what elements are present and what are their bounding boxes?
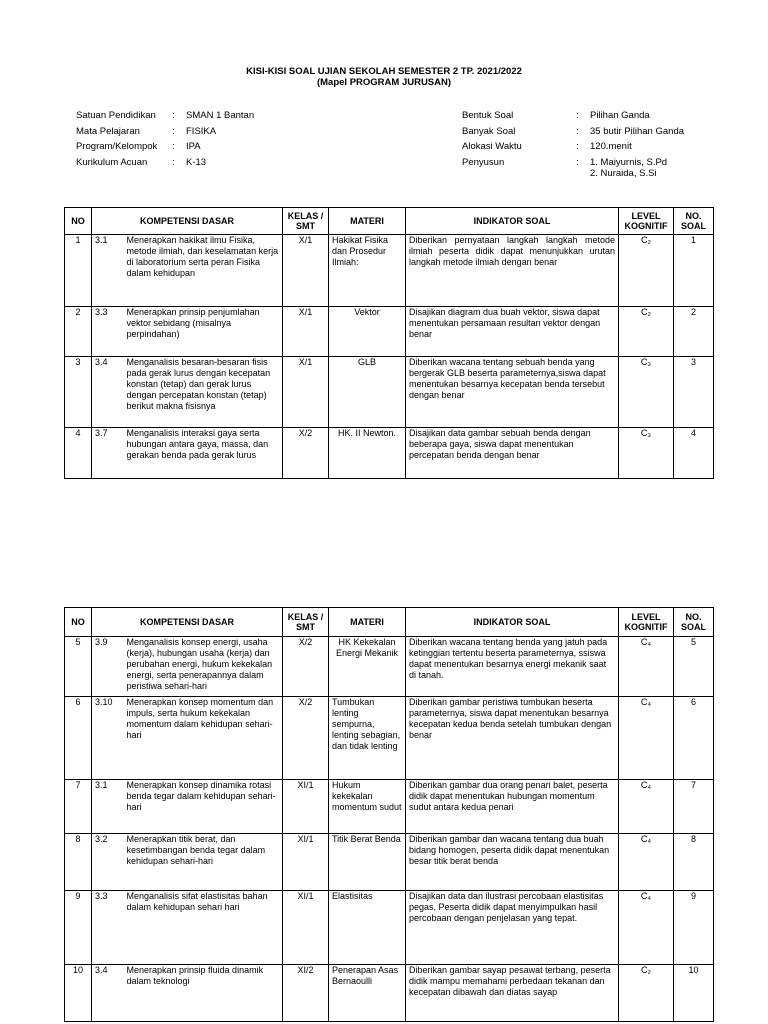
cell-nosoal: 1: [674, 235, 714, 307]
cell-no: 1: [65, 235, 92, 307]
info-value: FISIKA: [186, 125, 217, 137]
cell-no: 10: [65, 965, 92, 1022]
cell-materi: GLB: [329, 357, 406, 428]
cell-materi: Titik Berat Benda: [329, 834, 406, 891]
info-label: Banyak Soal: [462, 125, 516, 137]
col-header-nosoal: NO. SOAL: [674, 208, 714, 235]
cell-kelas: XI/1: [283, 834, 329, 891]
info-label: Bentuk Soal: [462, 110, 514, 121]
cell-materi: Penerapan Asas Bernaoulli: [329, 965, 406, 1022]
cell-no: 3: [65, 357, 92, 428]
cell-kd-no: 3.10: [92, 697, 125, 780]
cell-materi: Hakikat Fisika dan Prosedur Ilmiah:: [329, 235, 406, 307]
table-row: [65, 834, 714, 891]
cell-level: C₄: [619, 637, 674, 697]
info-row: Alokasi Waktu : 120.menit: [462, 139, 742, 155]
cell-no: 4: [65, 428, 92, 479]
cell-kd-no: 3.9: [92, 637, 125, 697]
info-value: 1. Maiyurnis, S.Pd 2. Nuraida, S.Si: [590, 156, 668, 179]
info-label: Penyusun: [462, 156, 505, 168]
info-row: Program/Kelompok : IPA: [76, 139, 376, 155]
cell-kelas: X/2: [283, 428, 329, 479]
cell-kelas: X/1: [283, 235, 329, 307]
cell-indikator: Diberikan gambar peristiwa tumbukan beserta parameternya, siswa dapat menentukan besarnya kecepatan kedua benda setelah tumbukan dengan benar: [406, 697, 619, 780]
table-row: [65, 965, 714, 1022]
cell-kelas: X/1: [283, 357, 329, 428]
cell-kelas: X/2: [283, 637, 329, 697]
cell-kelas: X/1: [283, 307, 329, 357]
table-header-row: [65, 208, 714, 235]
cell-kd-no: 3.1: [92, 235, 125, 307]
table-row: [65, 780, 714, 834]
col-header-kd: KOMPETENSI DASAR: [92, 608, 283, 637]
col-header-materi: MATERI: [329, 208, 406, 235]
cell-no: 2: [65, 307, 92, 357]
col-header-kd: KOMPETENSI DASAR: [92, 208, 283, 235]
cell-materi: HK Kekekalan Energi Mekanik: [329, 637, 406, 697]
cell-materi: Elastisitas: [329, 891, 406, 965]
info-label: Program/Kelompok: [76, 141, 158, 152]
cell-kelas: XI/1: [283, 780, 329, 834]
table-row: [65, 637, 714, 697]
document-subtitle: (Mapel PROGRAM JURUSAN): [316, 77, 452, 88]
cell-nosoal: 6: [674, 697, 714, 780]
cell-indikator: Diberikan gambar dua orang penari balet, peserta didik dapat menentukan hubungan momentum sudut antara kedua penari: [406, 780, 619, 834]
cell-nosoal: 7: [674, 780, 714, 834]
cell-kelas: X/2: [283, 697, 329, 780]
table-header-row: [65, 608, 714, 637]
info-value: 120.menit: [590, 141, 632, 152]
cell-kd-no: 3.7: [92, 428, 125, 479]
cell-no: 6: [65, 697, 92, 780]
info-value: Pilihan Ganda: [590, 110, 650, 121]
cell-kelas: XI/1: [283, 891, 329, 965]
table-row: [65, 357, 714, 428]
table-row: [65, 697, 714, 780]
info-row: Bentuk Soal : Pilihan Ganda: [462, 108, 742, 124]
cell-level: C₂: [619, 235, 674, 307]
info-value: SMAN 1 Bantan: [186, 110, 255, 121]
cell-level: C₃: [619, 428, 674, 479]
col-header-no: NO: [65, 208, 92, 235]
cell-kd: Menerapkan titik berat, dan kesetimbangan benda tegar dalam kehidupan sehari-hari: [125, 834, 283, 891]
col-header-kelas: KELAS / SMT: [283, 608, 329, 637]
cell-materi: Tumbukan lenting sempurna, lenting sebagian, dan tidak lenting: [329, 697, 406, 780]
cell-nosoal: 3: [674, 357, 714, 428]
cell-indikator: Diberikan pernyataan langkah langkah metode ilmiah peserta didik dapat menunjukkan urutan langkah metode ilmiah dengan benar: [406, 235, 619, 307]
cell-kd: Menerapkan konsep dinamika rotasi benda tegar dalam kehidupan sehari-hari: [125, 780, 283, 834]
col-header-nosoal: NO. SOAL: [674, 608, 714, 637]
grid-table-2: [64, 607, 714, 1022]
col-header-level: LEVEL KOGNITIF: [619, 608, 674, 637]
cell-nosoal: 9: [674, 891, 714, 965]
cell-indikator: Diberikan gambar sayap pesawat terbang, peserta didik mampu memahami perbedaan tekanan dan kecepatan dibawah dan diatas sayap: [406, 965, 619, 1022]
cell-indikator: Disajikan diagram dua buah vektor, siswa dapat menentukan persamaan resultan vektor dengan benar: [406, 307, 619, 357]
cell-kd: Menerapkan prinsip fluida dinamik dalam teknologi: [125, 965, 283, 1022]
cell-kd: Menerapkan prinsip penjumlahan vektor sebidang (misalnya perpindahan): [125, 307, 283, 357]
table-row: [65, 235, 714, 307]
cell-kd-no: 3.3: [92, 891, 125, 965]
cell-indikator: Diberikan wacana tentang benda yang jatuh pada ketinggian tertentu beserta parameternya, ssiswa dapat menentukan besarnya energi mekanik saat di tanah.: [406, 637, 619, 697]
col-header-level: LEVEL KOGNITIF: [619, 208, 674, 235]
grid-table-1: [64, 207, 714, 479]
info-value: 35 butir Pilihan Ganda: [590, 125, 685, 137]
info-row: Satuan Pendidikan : SMAN 1 Bantan: [76, 108, 376, 124]
cell-kd-no: 3.3: [92, 307, 125, 357]
cell-level: C₄: [619, 891, 674, 965]
cell-kelas: XI/2: [283, 965, 329, 1022]
cell-kd: Menganalisis interaksi gaya serta hubungan antara gaya, massa, dan gerakan benda pada gerak lurus: [125, 428, 283, 479]
info-left: [76, 108, 376, 170]
cell-no: 5: [65, 637, 92, 697]
cell-materi: Hukum kekekalan momentum sudut: [329, 780, 406, 834]
info-label: Mata Pelajaran: [76, 125, 140, 137]
info-row: Banyak Soal : 35 butir Pilihan Ganda: [462, 124, 742, 140]
table-row: [65, 307, 714, 357]
info-right: [462, 108, 742, 179]
cell-kd: Menganalisis konsep energi, usaha (kerja), hubungan usaha (kerja) dan perubahan energi, hukum kekekalan energi, serta penerapannya dalam peristiwa sehari-hari: [125, 637, 283, 697]
cell-level: C₄: [619, 834, 674, 891]
cell-nosoal: 5: [674, 637, 714, 697]
cell-kd: Menganalisis besaran-besaran fisis pada gerak lurus dengan kecepatan konstan (tetap) dan gerak lurus dengan percepatan konstan (tetap) berikut makna fisisnya: [125, 357, 283, 428]
table-row: [65, 891, 714, 965]
cell-nosoal: 4: [674, 428, 714, 479]
col-header-materi: MATERI: [329, 608, 406, 637]
cell-kd-no: 3.1: [92, 780, 125, 834]
col-header-kelas: KELAS / SMT: [283, 208, 329, 235]
cell-kd: Menganalisis sifat elastisitas bahan dalam kehidupan sehari hari: [125, 891, 283, 965]
cell-level: C₄: [619, 780, 674, 834]
cell-no: 8: [65, 834, 92, 891]
table-row: [65, 428, 714, 479]
cell-nosoal: 2: [674, 307, 714, 357]
cell-kd-no: 3.2: [92, 834, 125, 891]
document-title: KISI-KISI SOAL UJIAN SEKOLAH SEMESTER 2 TP. 2021/2022: [246, 66, 522, 77]
cell-indikator: Diberikan gambar dan wacana tentang dua buah bidang homogen, peserta didik dapat menentukan besar titik berat benda: [406, 834, 619, 891]
cell-no: 9: [65, 891, 92, 965]
info-label: Satuan Pendidikan: [76, 110, 156, 121]
cell-kd-no: 3.4: [92, 965, 125, 1022]
info-row: Kurikulum Acuan : K-13: [76, 155, 376, 171]
info-value: K-13: [186, 156, 207, 168]
info-row: Penyusun : 1. Maiyurnis, S.Pd 2. Nuraida, S.Si: [462, 156, 668, 179]
cell-kd: Menerapkan hakikat ilmu Fisika, metode ilmiah, dan keselamatan kerja di laboratorium serta peran Fisika dalam kehidupan: [125, 235, 283, 307]
info-label: Alokasi Waktu: [462, 141, 522, 152]
cell-level: C₄: [619, 697, 674, 780]
cell-indikator: Disajikan data gambar sebuah benda dengan beberapa gaya, siswa dapat menentukan percepatan benda dengan benar: [406, 428, 619, 479]
info-label: Kurikulum Acuan: [76, 156, 148, 168]
cell-indikator: Diberikan wacana tentang sebuah benda yang bergerak GLB beserta parameternya,siswa dapat menentukan besarnya kecepatan benda tersebut dengan benar: [406, 357, 619, 428]
cell-nosoal: 10: [674, 965, 714, 1022]
info-row: Mata Pelajaran : FISIKA: [76, 124, 376, 140]
cell-level: C₃: [619, 357, 674, 428]
cell-level: C₂: [619, 307, 674, 357]
info-value: IPA: [186, 141, 201, 152]
cell-nosoal: 8: [674, 834, 714, 891]
col-header-indikator: INDIKATOR SOAL: [406, 608, 619, 637]
cell-kd-no: 3.4: [92, 357, 125, 428]
cell-kd: Menerapkan konsep momentum dan impuls, serta hukum kekekalan momentum dalam kehidupan sehari-hari: [125, 697, 283, 780]
col-header-no: NO: [65, 608, 92, 637]
col-header-indikator: INDIKATOR SOAL: [406, 208, 619, 235]
cell-level: C₂: [619, 965, 674, 1022]
cell-materi: Vektor: [329, 307, 406, 357]
cell-indikator: Disajikan data dan ilustrasi percobaan elastisitas pegas, Peserta didik dapat menyimpulkan hasil percobaan dengan penjelasan yang tepat.: [406, 891, 619, 965]
cell-materi: HK. II Newton.: [329, 428, 406, 479]
cell-no: 7: [65, 780, 92, 834]
